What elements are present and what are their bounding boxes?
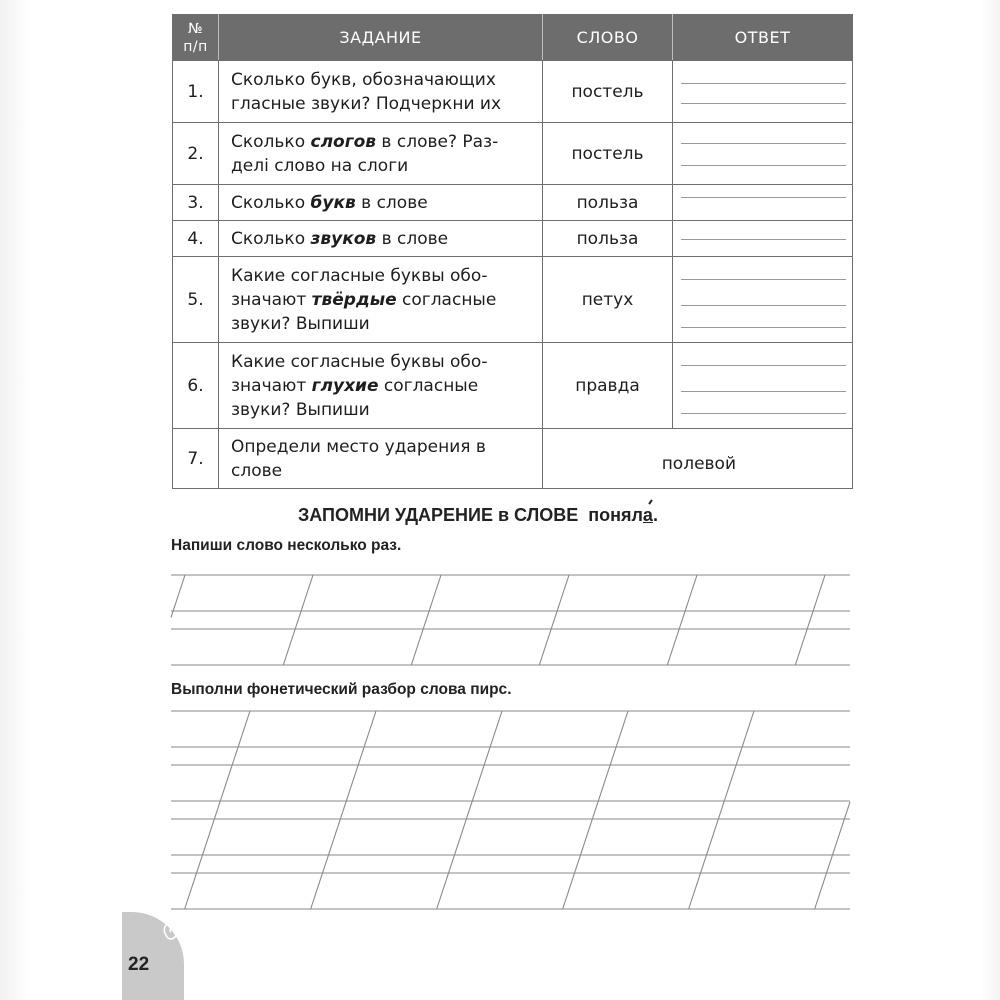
task-text: Какие согласные буквы обо-значают xyxy=(231,265,488,310)
task-text: в слове xyxy=(355,192,428,213)
task-text: в слове? Раз-делі слово на слоги xyxy=(231,131,499,176)
swirl-ornament-icon xyxy=(158,918,184,946)
header-number-line1: № xyxy=(187,20,204,37)
page-number: 22 xyxy=(128,954,150,975)
slant-line xyxy=(437,711,502,909)
row-word: петух xyxy=(543,257,673,343)
task-text: Сколько букв, обозначающих гласные звуки? Подчеркни их xyxy=(231,69,501,114)
slant-line xyxy=(667,575,697,665)
task-keyword: твёрдые xyxy=(311,289,397,310)
slant-line xyxy=(411,575,441,665)
row-word: польза xyxy=(543,221,673,257)
task-text: Сколько xyxy=(231,228,311,249)
slant-line xyxy=(689,711,754,909)
row-word: полевой xyxy=(543,429,853,489)
task-keyword: слогов xyxy=(310,131,377,152)
remember-word-end: . xyxy=(652,505,658,525)
row-number: 1. xyxy=(173,61,219,123)
row-word: постель xyxy=(543,123,673,185)
slant-line xyxy=(563,711,628,909)
phonetic-grid[interactable] xyxy=(171,711,850,909)
task-keyword: звуков xyxy=(310,228,377,249)
remember-prefix: ЗАПОМНИ УДАРЕНИЕ в СЛОВЕ xyxy=(298,505,579,525)
slant-line xyxy=(283,575,313,665)
phonetic-label-word: пирс xyxy=(470,681,508,698)
task-text: в слове xyxy=(376,228,449,249)
remember-word-start: понял xyxy=(588,505,643,525)
phonetic-label-start: Выполни фонетический разбор слова xyxy=(171,681,471,698)
task-text: согласные звуки? Выпиши xyxy=(231,289,497,334)
remember-stressed-letter: а xyxy=(642,505,653,525)
task-keyword: букв xyxy=(310,192,356,213)
row-number: 3. xyxy=(173,185,219,221)
row-number: 4. xyxy=(173,221,219,257)
slant-line xyxy=(185,711,250,909)
row-number: 6. xyxy=(173,343,219,429)
task-text: Определи место ударения в слове xyxy=(231,436,486,481)
row-number: 7. xyxy=(173,429,219,489)
header-task: ЗАДАНИЕ xyxy=(219,15,543,61)
slant-line xyxy=(795,575,825,665)
slant-line xyxy=(311,711,376,909)
task-text: Сколько xyxy=(231,131,311,152)
task-text: Сколько xyxy=(231,192,311,213)
task-keyword: глухие xyxy=(311,375,379,396)
write-word-task-label: Напиши слово несколько раз. xyxy=(171,537,402,554)
row-word: польза xyxy=(543,185,673,221)
write-word-grid[interactable] xyxy=(171,575,850,665)
slant-line xyxy=(539,575,569,665)
task-text: согласные звуки? Выпиши xyxy=(231,375,479,420)
row-word: постель xyxy=(543,61,673,123)
row-number: 5. xyxy=(173,257,219,343)
row-number: 2. xyxy=(173,123,219,185)
task-text: Какие согласные буквы обо-значают xyxy=(231,351,488,396)
header-number-line2: п/п xyxy=(183,38,208,55)
header-answer: ОТВЕТ xyxy=(673,15,853,61)
row-word: правда xyxy=(543,343,673,429)
header-word: СЛОВО xyxy=(543,15,673,61)
phonetic-label-end: . xyxy=(507,681,512,698)
